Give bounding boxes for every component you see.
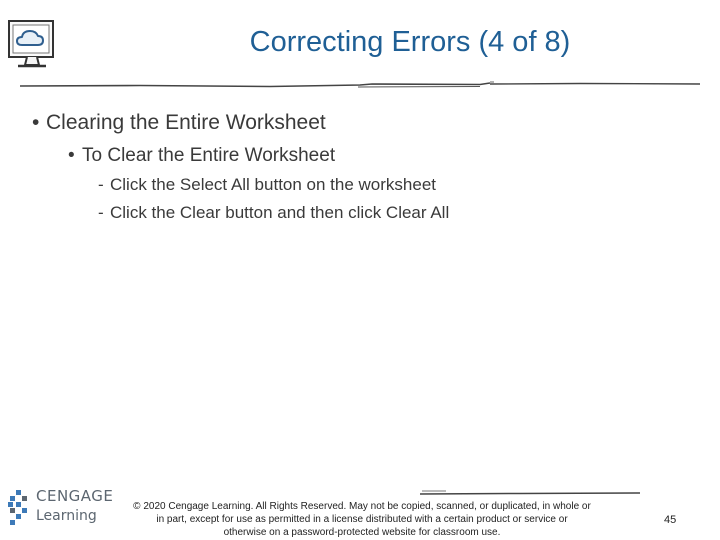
logo-line-1: CENGAGE <box>36 487 114 505</box>
page-number: 45 <box>664 514 677 526</box>
copyright-line: otherwise on a password-protected website for classroom use. <box>223 527 501 538</box>
copyright-notice <box>112 500 612 539</box>
logo-line-2: Learning <box>36 508 97 524</box>
bullet-dot-icon: • <box>68 145 75 166</box>
step-text: Click the Clear button and then click Clear All <box>110 203 450 222</box>
footer-divider <box>420 488 640 498</box>
step-item <box>98 200 692 226</box>
step-text: Click the Select All button on the worksheet <box>110 175 437 194</box>
bullet-level-2 <box>68 142 692 170</box>
dash-icon: - <box>98 203 104 222</box>
copyright-line: © 2020 Cengage Learning. All Rights Reserved. May not be copied, scanned, or duplicated, in whole or <box>133 501 591 512</box>
logo-wordmark <box>36 486 113 526</box>
bullet-text: To Clear the Entire Worksheet <box>82 145 336 166</box>
header-divider <box>20 78 700 92</box>
bullet-list <box>32 108 692 226</box>
cengage-mark-icon <box>6 488 34 528</box>
cloud-monitor-icon <box>6 18 58 72</box>
dash-icon: - <box>98 175 104 194</box>
bullet-text: Clearing the Entire Worksheet <box>46 111 326 134</box>
bullet-dot-icon: • <box>32 111 40 134</box>
copyright-line: in part, except for use as permitted in a license distributed with a certain product or service or <box>156 514 568 525</box>
bullet-level-1 <box>32 108 692 138</box>
step-item <box>98 172 692 198</box>
slide-title: Correcting Errors (4 of 8) <box>249 26 571 58</box>
cengage-logo <box>6 486 114 532</box>
